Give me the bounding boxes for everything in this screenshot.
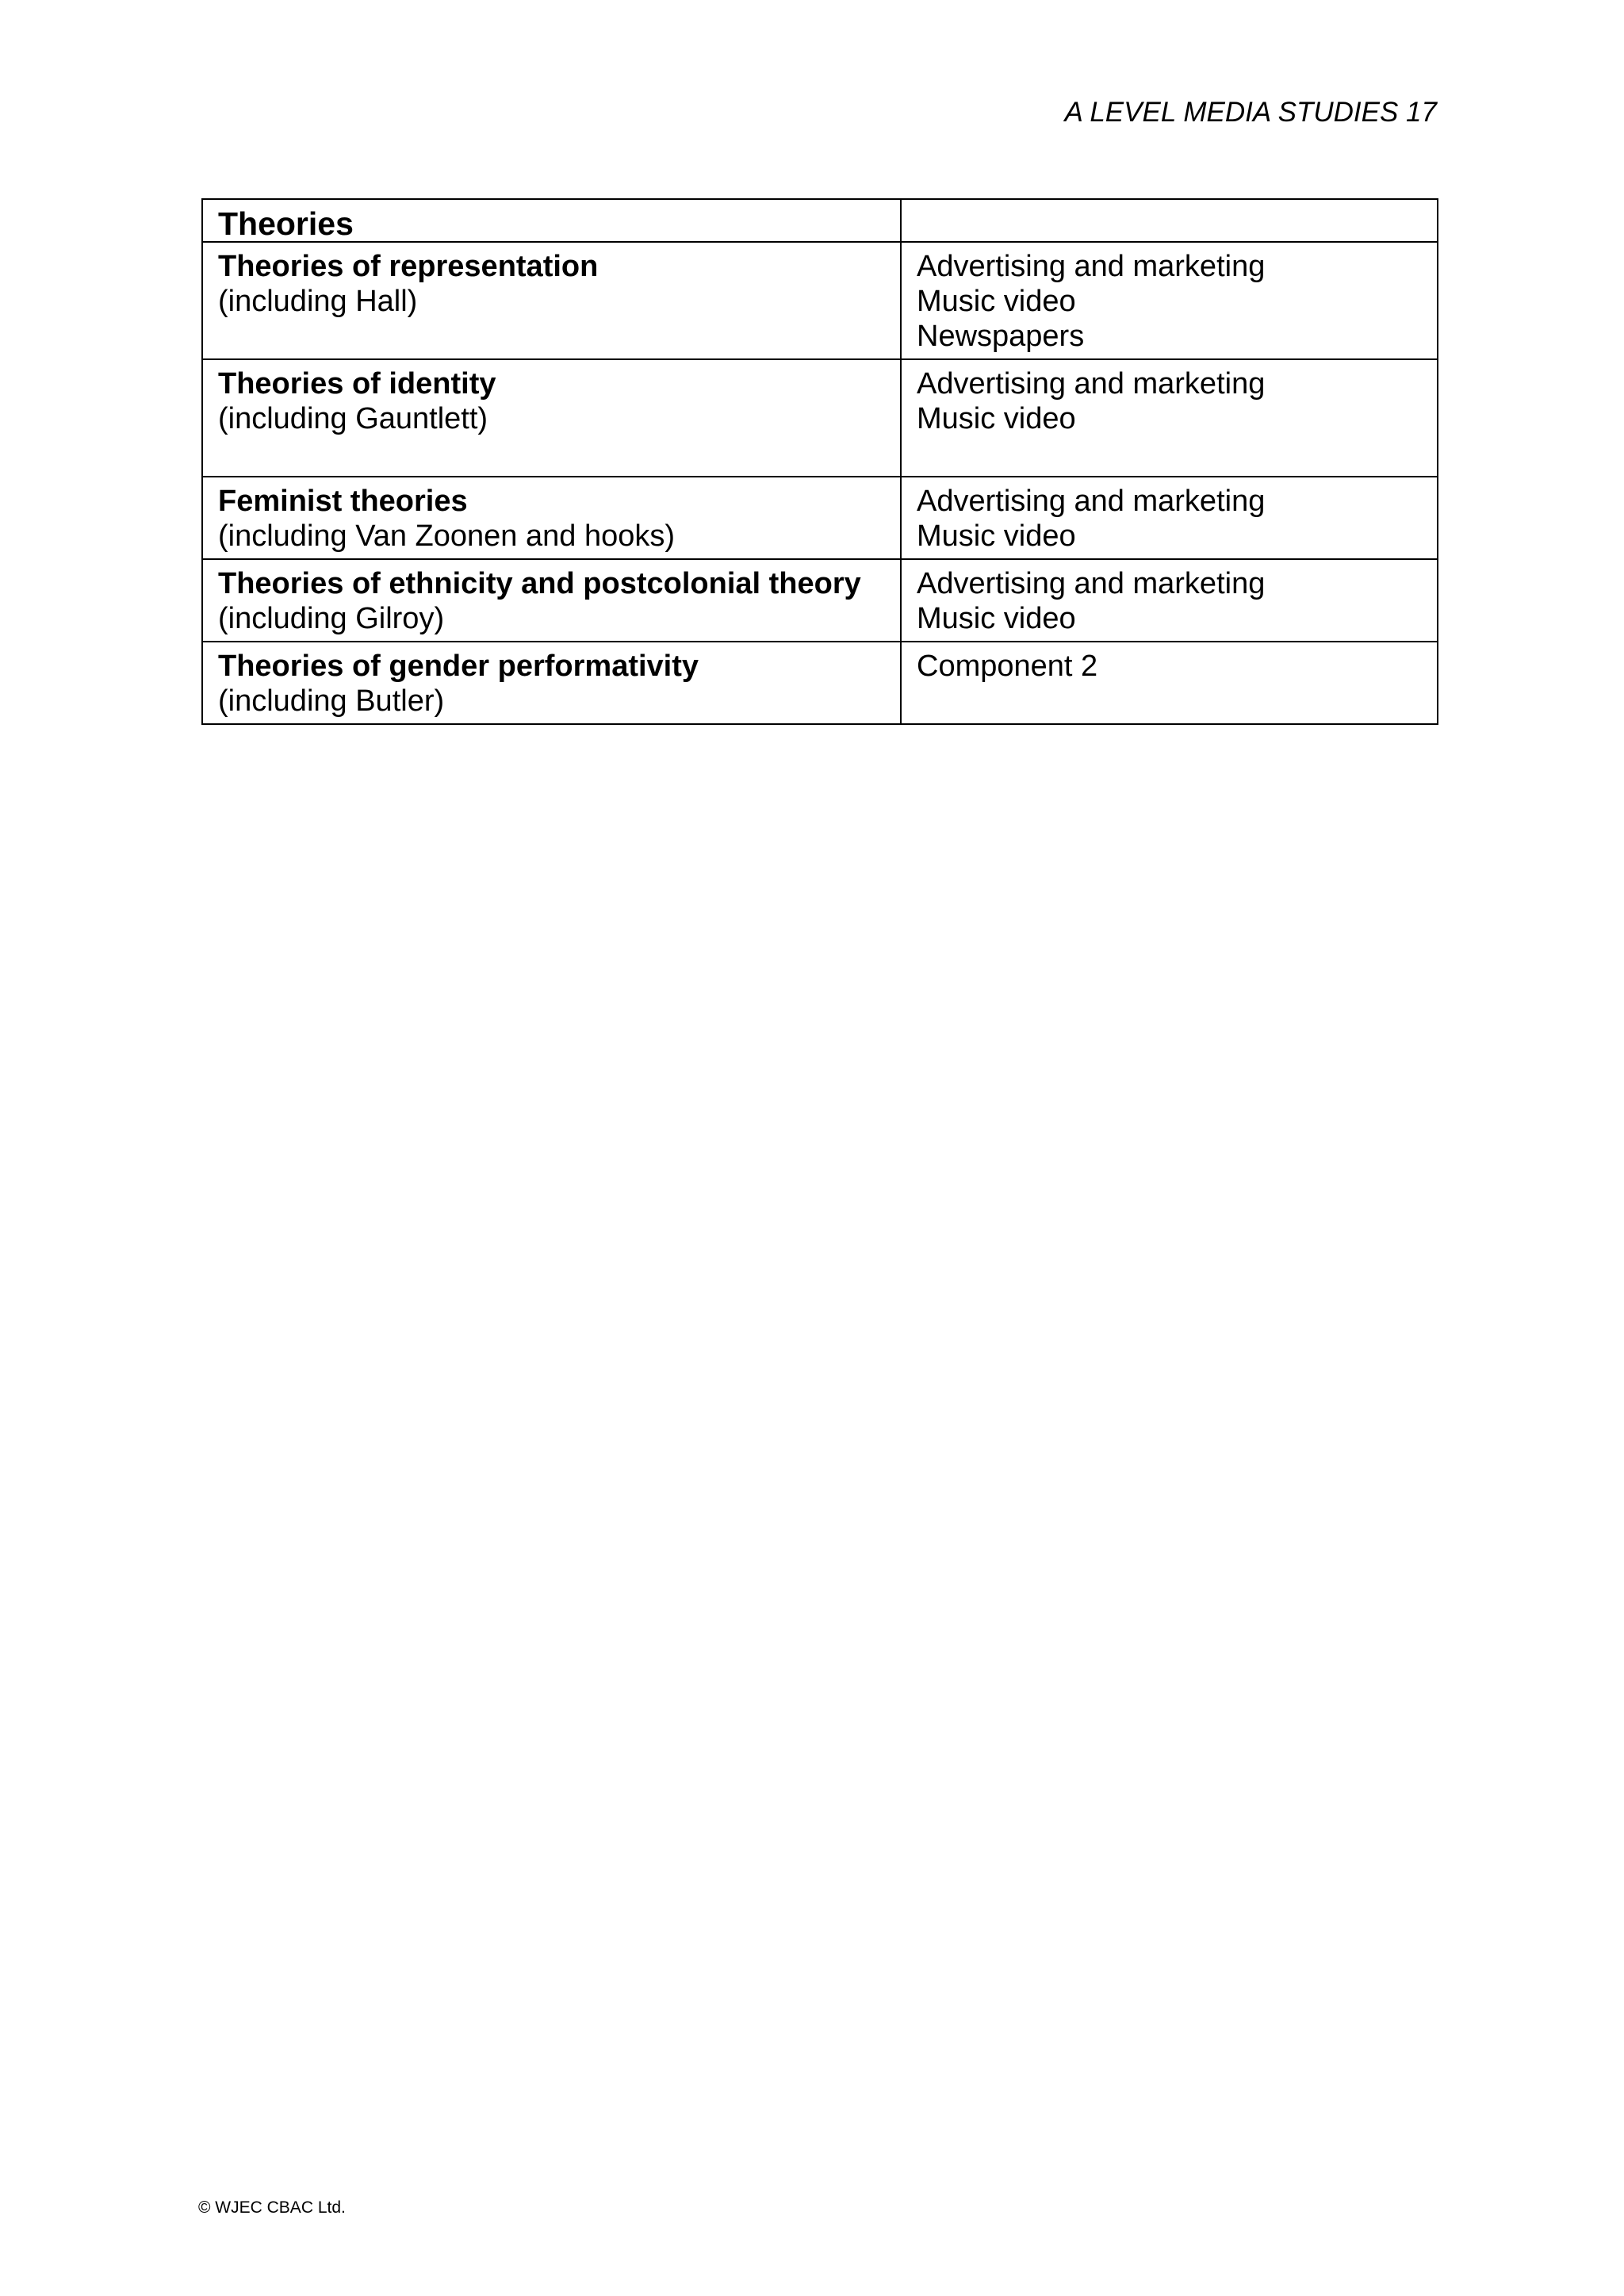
form-item: Advertising and marketing bbox=[917, 485, 1266, 518]
theory-name: Theories of representation bbox=[218, 250, 599, 283]
form-item: Newspapers bbox=[917, 320, 1085, 353]
theory-cell bbox=[202, 359, 901, 477]
theory-name: Theories of gender performativity bbox=[218, 650, 699, 683]
table-row bbox=[202, 359, 1438, 477]
forms-cell bbox=[901, 559, 1438, 642]
form-item: Component 2 bbox=[917, 650, 1098, 683]
theory-cell bbox=[202, 559, 901, 642]
theory-note: (including Gauntlett) bbox=[218, 402, 488, 435]
table-heading-right-cell bbox=[901, 199, 1438, 242]
form-item: Advertising and marketing bbox=[917, 250, 1266, 283]
theory-note: (including Hall) bbox=[218, 285, 418, 318]
theory-note: (including Gilroy) bbox=[218, 602, 445, 635]
forms-cell bbox=[901, 359, 1438, 477]
theories-table bbox=[201, 198, 1438, 725]
theory-cell bbox=[202, 477, 901, 559]
table-row bbox=[202, 559, 1438, 642]
form-item: Music video bbox=[917, 519, 1076, 553]
theory-name: Feminist theories bbox=[218, 485, 468, 518]
forms-cell bbox=[901, 242, 1438, 359]
table-row bbox=[202, 642, 1438, 724]
running-header: A LEVEL MEDIA STUDIES 17 bbox=[1064, 97, 1437, 128]
table-header-row bbox=[202, 199, 1438, 242]
form-item: Music video bbox=[917, 602, 1076, 635]
form-item: Advertising and marketing bbox=[917, 367, 1266, 401]
table-heading: Theories bbox=[218, 205, 354, 242]
theory-name: Theories of identity bbox=[218, 367, 496, 401]
form-item: Music video bbox=[917, 285, 1076, 318]
table-row bbox=[202, 242, 1438, 359]
theory-note: (including Butler) bbox=[218, 684, 445, 718]
theory-name: Theories of ethnicity and postcolonial theory bbox=[218, 567, 861, 600]
form-item: Music video bbox=[917, 402, 1076, 435]
forms-cell bbox=[901, 642, 1438, 724]
forms-cell bbox=[901, 477, 1438, 559]
copyright-notice: © WJEC CBAC Ltd. bbox=[198, 2198, 346, 2217]
theory-cell bbox=[202, 242, 901, 359]
theory-note: (including Van Zoonen and hooks) bbox=[218, 519, 676, 553]
form-item: Advertising and marketing bbox=[917, 567, 1266, 600]
table-heading-cell bbox=[202, 199, 901, 242]
table-row bbox=[202, 477, 1438, 559]
theory-cell bbox=[202, 642, 901, 724]
